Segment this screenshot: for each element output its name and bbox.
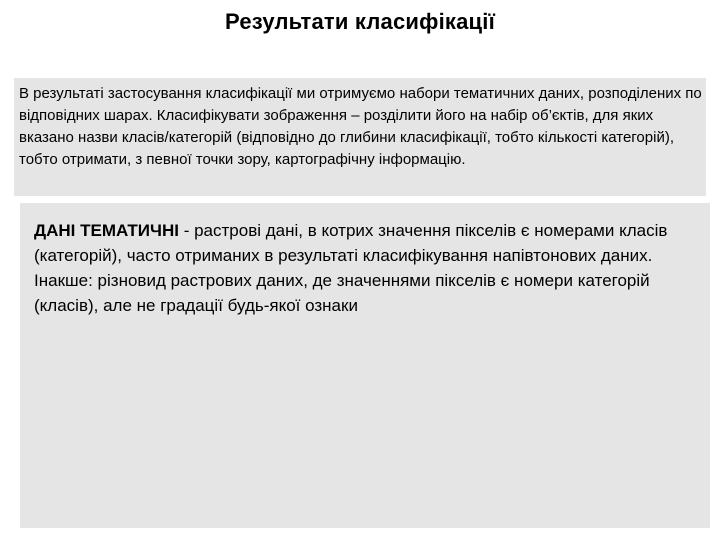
intro-paragraph: В результаті застосування класифікації ми отримуємо набори тематичних даних, розподілених по відповідних шарах. Класифікувати зображення – розділити його на набір об’єктів, для яких вказано назви класів/категорій (відповідно до глибини класифікації, тобто кількості категорій), тобто отримати, з певної точки зору, картографічну інформацію. (19, 85, 702, 168)
definition-term: ДАНІ ТЕМАТИЧНІ (34, 221, 179, 240)
definition-paragraph (34, 218, 698, 318)
definition-text: - растрові дані, в котрих значення пікселів є номерами класів (категорій), часто отриманих в результаті класифікування напівтонових даних. Інакше: різновид растрових даних, де значеннями пікселів є номери категорій (класів), але не градації будь-якої ознаки (34, 221, 668, 315)
definition-panel (20, 203, 710, 528)
slide-title: Результати класифікації (225, 9, 495, 34)
intro-panel (14, 78, 706, 196)
